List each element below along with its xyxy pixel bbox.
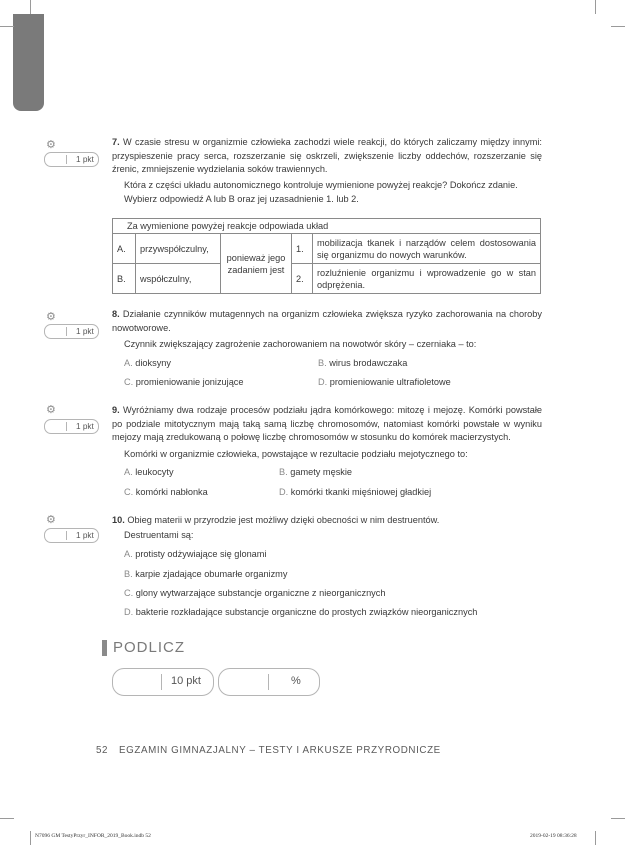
crop-mark (595, 0, 596, 14)
because-cell: ponieważ jego zadaniem jest (221, 234, 292, 294)
option-c[interactable] (124, 486, 208, 500)
points-box[interactable] (44, 324, 99, 339)
option-a[interactable] (124, 357, 171, 371)
option-c[interactable] (124, 587, 385, 601)
crop-mark (611, 818, 625, 819)
option-text: dioksyny (135, 358, 171, 368)
running-footer-title: EGZAMIN GIMNAZJALNY – TESTY I ARKUSZE PRZYRODNICZE (119, 745, 441, 756)
option-letter: C. (124, 588, 134, 598)
points-label: 1 pkt (76, 422, 94, 431)
option-letter: B. (279, 467, 288, 477)
crop-mark (30, 0, 31, 14)
option-b[interactable] (124, 568, 287, 582)
option-letter: A. (124, 467, 133, 477)
question-8-stem (112, 308, 542, 335)
points-label: 1 pkt (76, 155, 94, 164)
question-number: 8. (112, 309, 120, 319)
question-number: 9. (112, 405, 120, 415)
option-text: komórki nabłonka (135, 487, 208, 497)
gear-icon: ⚙ (46, 139, 56, 151)
option-letter: A. (124, 358, 133, 368)
option-letter: B. (318, 358, 327, 368)
question-10-prompt: Destruentami są: (124, 530, 194, 540)
points-total-label: 10 pkt (171, 675, 201, 687)
summary-accent-bar (102, 640, 107, 656)
option-letter: B. (124, 569, 133, 579)
answer-table (112, 218, 541, 294)
page-number: 52 (96, 745, 109, 756)
option-a-text[interactable]: przywspółczulny, (136, 234, 221, 264)
crop-mark (30, 831, 31, 845)
option-b[interactable] (318, 357, 407, 371)
table-header: Za wymienione powyżej reakcje odpowiada układ (113, 219, 541, 234)
question-stem-text: Działanie czynników mutagennych na organizm człowieka zwiększa ryzyko zachorowania na choroby nowotworowe. (112, 309, 542, 333)
option-text: gamety męskie (290, 467, 353, 477)
reason-2-number[interactable]: 2. (292, 264, 313, 294)
option-text: wirus brodawczaka (329, 358, 408, 368)
option-letter: D. (279, 487, 289, 497)
option-c[interactable] (124, 376, 244, 390)
question-10-stem (112, 514, 542, 528)
points-total-box[interactable] (112, 668, 214, 696)
option-text: promieniowanie ultrafioletowe (329, 377, 451, 387)
reason-1-text[interactable]: mobilizacja tkanek i narządów celem dostosowania się organizmu do nowych warunków. (313, 234, 541, 264)
option-text: bakterie rozkładające substancje organiczne do prostych związków nieorganicznych (135, 607, 478, 617)
question-number: 7. (112, 137, 120, 147)
reason-1-number[interactable]: 1. (292, 234, 313, 264)
option-text: glony wytwarzające substancje organiczne z nieorganicznych (135, 588, 386, 598)
option-letter: D. (318, 377, 328, 387)
crop-mark (0, 818, 14, 819)
summary-title: PODLICZ (113, 639, 186, 656)
question-9-stem (112, 404, 542, 445)
percent-label: % (291, 675, 301, 687)
option-letter: D. (124, 607, 134, 617)
points-box[interactable] (44, 152, 99, 167)
question-9-prompt: Komórki w organizmie człowieka, powstające w rezultacie podziału mejotycznego to: (124, 449, 468, 459)
option-a[interactable] (124, 548, 267, 562)
option-text: karpie zjadające obumarłe organizmy (135, 569, 288, 579)
option-text: komórki tkanki mięśniowej gładkiej (290, 487, 432, 497)
crop-mark (611, 26, 625, 27)
option-text: leukocyty (135, 467, 174, 477)
points-label: 1 pkt (76, 327, 94, 336)
points-box[interactable] (44, 528, 99, 543)
question-7-prompt: Która z części układu autonomicznego kontroluje wymienione powyżej reakcje? Dokończ zdanie. Wybierz odpowiedź A lub B oraz jej uzasadnienie 1. lub 2. (124, 180, 518, 204)
option-letter: C. (124, 377, 134, 387)
option-a[interactable] (124, 466, 174, 480)
gear-icon: ⚙ (46, 311, 56, 323)
option-d[interactable] (124, 606, 477, 620)
question-7-stem (112, 136, 542, 177)
option-b-letter[interactable]: B. (113, 264, 136, 294)
option-letter: C. (124, 487, 134, 497)
imprint-date: 2019-02-19 08:36:28 (530, 833, 577, 839)
option-a-letter[interactable]: A. (113, 234, 136, 264)
option-b-text[interactable]: współczulny, (136, 264, 221, 294)
question-stem-text: Wyróżniamy dwa rodzaje procesów podziału jądra komórkowego: mitozę i mejozę. Komórki powstałe po podziale mitotycznym mają taką samą liczbę chromosomów, natomiast komórki powstałe w wyniku mejozy mają zredukowaną o połowę liczbę chromosomów w stosunku do komórek macierzystych. (112, 405, 542, 443)
option-text: protisty odżywiające się glonami (135, 549, 267, 559)
option-d[interactable] (279, 486, 431, 500)
imprint-file: N7096 GM TestyPrzyr_INFOR_2019_Book.indb 52 (35, 833, 151, 839)
option-letter: A. (124, 549, 133, 559)
question-number: 10. (112, 515, 125, 525)
percent-box[interactable] (218, 668, 320, 696)
gear-icon: ⚙ (46, 514, 56, 526)
gear-icon: ⚙ (46, 404, 56, 416)
crop-mark (595, 831, 596, 845)
question-8-prompt: Czynnik zwiększający zagrożenie zachorowaniem na nowotwór skóry – czerniaka – to: (124, 339, 477, 349)
reason-2-text[interactable]: rozluźnienie organizmu i wprowadzenie go w stan odprężenia. (313, 264, 541, 294)
option-text: promieniowanie jonizujące (135, 377, 244, 387)
question-stem-text: Obieg materii w przyrodzie jest możliwy dzięki obecności w nim destruentów. (127, 515, 440, 525)
option-b[interactable] (279, 466, 352, 480)
chapter-tab (13, 14, 44, 111)
points-label: 1 pkt (76, 531, 94, 540)
question-stem-text: W czasie stresu w organizmie człowieka zachodzi wiele reakcji, do których zaliczamy między innymi: przyspieszenie pracy serca, rozszerzanie się oskrzeli, zwiększenie liczby oddechów, rozszerzanie się źrenic, zmniejszenie wydzielania soków trawiennych. (112, 137, 542, 175)
points-box[interactable] (44, 419, 99, 434)
option-d[interactable] (318, 376, 451, 390)
crop-mark (0, 26, 14, 27)
